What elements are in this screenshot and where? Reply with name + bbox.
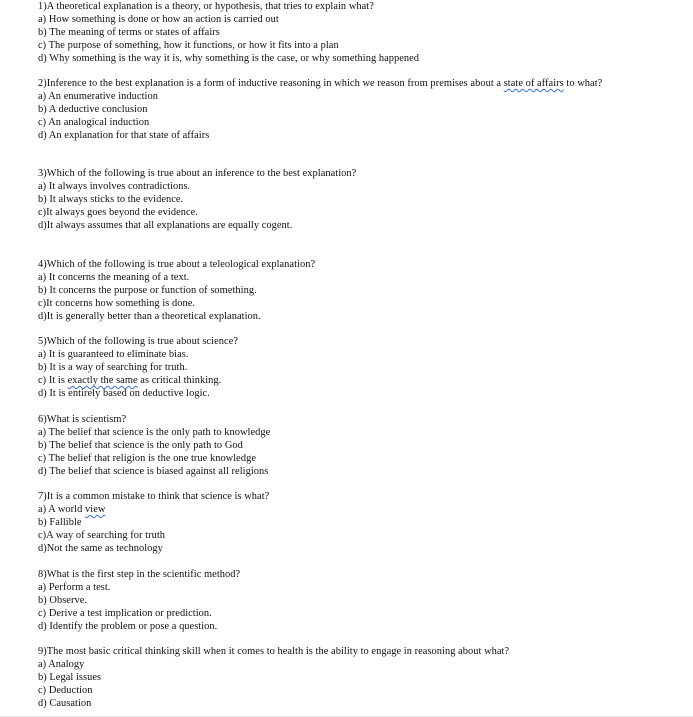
- answer-option-c[interactable]: c)It concerns how something is done.: [38, 298, 196, 309]
- answer-option-d[interactable]: d)It is generally better than a theoretical explanation.: [38, 311, 261, 322]
- answer-option-c[interactable]: c) The belief that religion is the one true knowledge: [38, 453, 256, 464]
- answer-option-a[interactable]: [38, 503, 685, 516]
- stem-text: to what?: [563, 78, 603, 89]
- question-stem: [38, 77, 685, 90]
- answer-option-c[interactable]: c) Derive a test implication or prediction.: [38, 608, 212, 619]
- answer-option-b[interactable]: b) The meaning of terms or states of affairs: [38, 27, 220, 38]
- answer-option-b[interactable]: b) A deductive conclusion: [38, 104, 148, 115]
- answer-option-a[interactable]: a) Analogy: [38, 659, 85, 670]
- answer-option-a[interactable]: a) It always involves contradictions.: [38, 181, 191, 192]
- answer-option-c[interactable]: c) The purpose of something, how it functions, or how it fits into a plan: [38, 40, 339, 51]
- question-stem: 7)It is a common mistake to think that science is what?: [38, 491, 270, 502]
- answer-option-d[interactable]: d) Causation: [38, 698, 92, 709]
- answer-option-b[interactable]: b) It concerns the purpose or function of something.: [38, 285, 257, 296]
- answer-option-b[interactable]: b) The belief that science is the only path to God: [38, 440, 243, 451]
- answer-option-a[interactable]: a) Perform a test.: [38, 582, 111, 593]
- answer-option-a[interactable]: a) It is guaranteed to eliminate bias.: [38, 349, 189, 360]
- question-stem: 9)The most basic critical thinking skill when it comes to health is the ability to engage in reasoning about what?: [38, 646, 510, 657]
- question-4: [38, 258, 685, 323]
- answer-option-b[interactable]: b) Observe.: [38, 595, 88, 606]
- answer-option-b[interactable]: b) It is a way of searching for truth.: [38, 362, 188, 373]
- answer-option-d[interactable]: d) Identify the problem or pose a question.: [38, 621, 218, 632]
- question-5: [38, 335, 685, 400]
- option-text: c) It is: [38, 375, 68, 386]
- answer-option-a[interactable]: a) The belief that science is the only path to knowledge: [38, 427, 271, 438]
- question-9: [38, 645, 685, 710]
- answer-option-c[interactable]: c) Deduction: [38, 685, 93, 696]
- answer-option-c[interactable]: c)It always goes beyond the evidence.: [38, 207, 198, 218]
- answer-option-a[interactable]: a) It concerns the meaning of a text.: [38, 272, 190, 283]
- question-3: [38, 167, 685, 232]
- spellcheck-flagged-word[interactable]: view: [85, 504, 106, 515]
- answer-option-c[interactable]: c) An analogical induction: [38, 117, 150, 128]
- question-stem: 1)A theoretical explanation is a theory, or hypothesis, that tries to explain what?: [38, 1, 374, 12]
- answer-option-c[interactable]: [38, 374, 685, 387]
- answer-option-a[interactable]: a) How something is done or how an action is carried out: [38, 14, 279, 25]
- answer-option-d[interactable]: d) The belief that science is biased against all religions: [38, 466, 269, 477]
- question-1: [38, 0, 685, 65]
- answer-option-b[interactable]: b) Fallible: [38, 517, 82, 528]
- option-text: a) A world: [38, 504, 86, 515]
- question-stem: 5)Which of the following is true about science?: [38, 336, 238, 347]
- answer-option-a[interactable]: a) An enumerative induction: [38, 91, 158, 102]
- answer-option-c[interactable]: c)A way of searching for truth: [38, 530, 166, 541]
- spellcheck-flagged-phrase[interactable]: exactly the same: [67, 375, 138, 386]
- answer-option-d[interactable]: d)It always assumes that all explanations are equally cogent.: [38, 220, 293, 231]
- answer-option-d[interactable]: d) An explanation for that state of affairs: [38, 130, 210, 141]
- question-stem: 4)Which of the following is true about a teleological explanation?: [38, 259, 316, 270]
- stem-text: 2)Inference to the best explanation is a form of inductive reasoning in which we reason from premises about a: [38, 78, 504, 89]
- question-6: [38, 413, 685, 478]
- answer-option-d[interactable]: d) Why something is the way it is, why something is the case, or why something happened: [38, 53, 420, 64]
- question-stem: 3)Which of the following is true about an inference to the best explanation?: [38, 168, 357, 179]
- option-text: as critical thinking.: [137, 375, 222, 386]
- question-7: [38, 490, 685, 555]
- question-8: [38, 568, 685, 633]
- question-stem: 8)What is the first step in the scientific method?: [38, 569, 241, 580]
- question-stem: 6)What is scientism?: [38, 414, 127, 425]
- answer-option-b[interactable]: b) Legal issues: [38, 672, 102, 683]
- answer-option-d[interactable]: d)Not the same as technology: [38, 543, 163, 554]
- answer-option-b[interactable]: b) It always sticks to the evidence.: [38, 194, 184, 205]
- question-2: [38, 77, 685, 142]
- answer-option-d[interactable]: d) It is entirely based on deductive logic.: [38, 388, 210, 399]
- spellcheck-flagged-phrase[interactable]: state of affairs: [503, 78, 564, 89]
